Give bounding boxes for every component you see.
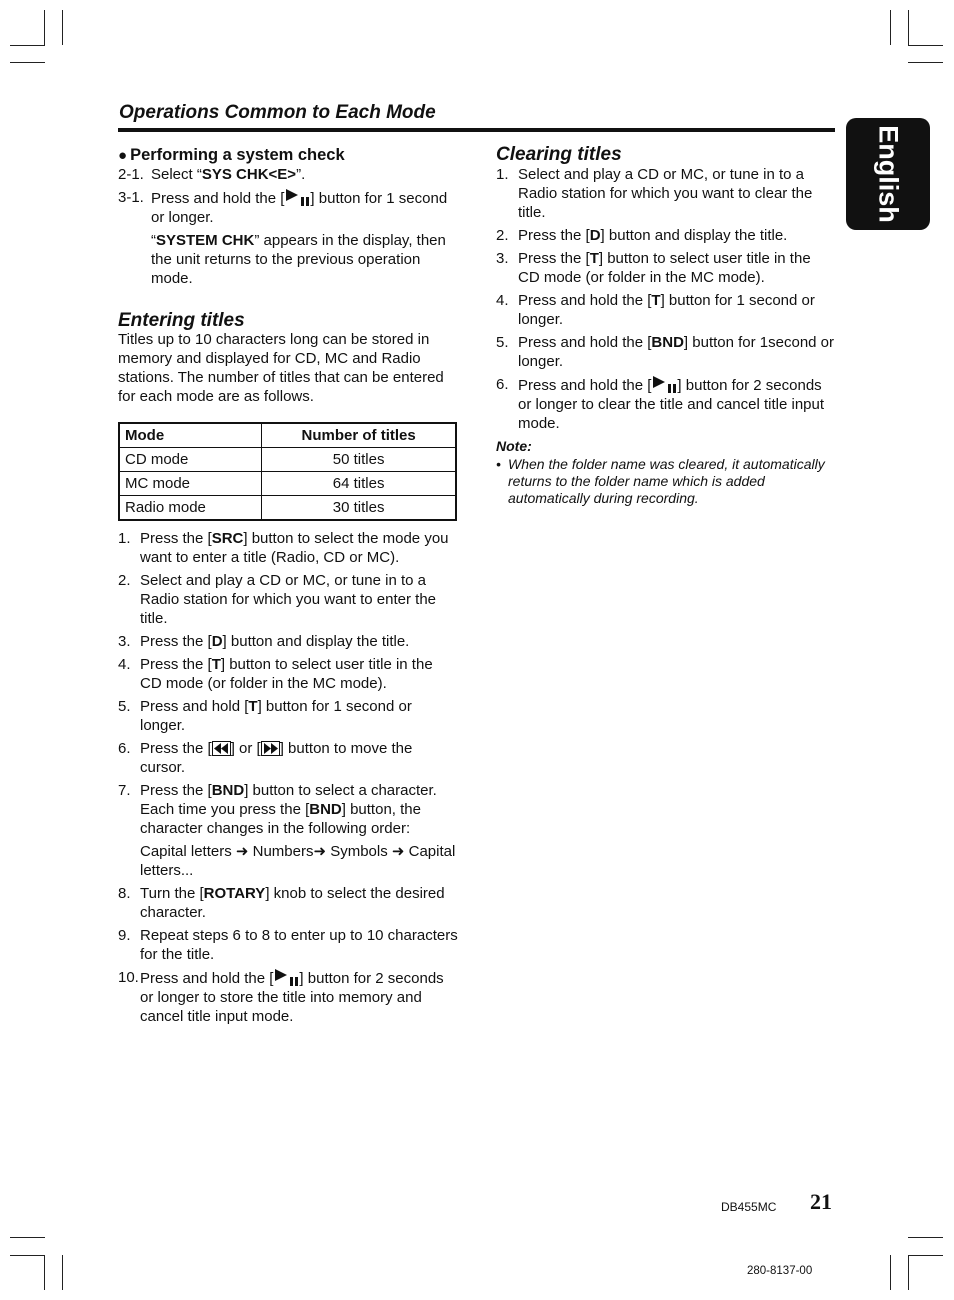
table-cell: Radio mode xyxy=(119,496,262,521)
system-check-heading: ● Performing a system check xyxy=(118,146,345,164)
list-item: 7. Press the [BND] button to select a character. Each time you press the [BND] button, the character changes in the following order: xyxy=(118,782,437,837)
table-row xyxy=(119,448,456,472)
list-item: 2. Select and play a CD or MC, or tune in to a Radio station for which you want to enter the title. xyxy=(118,572,437,627)
list-item: 4. Press the [T] button to select user title in the CD mode (or folder in the MC mode). xyxy=(118,656,433,692)
entering-titles-intro: Titles up to 10 characters long can be stored in memory and displayed for CD, MC and Radio stations. The number of titles that can be entered for each mode are as follows. xyxy=(118,331,444,405)
crop-mark xyxy=(10,45,45,46)
crop-mark xyxy=(10,1237,45,1238)
crop-mark xyxy=(890,1255,891,1290)
list-item: 10. Press and hold the [ ] button for 2 seconds or longer to store the title into memory and cancel title input mode. xyxy=(118,969,444,1025)
fast-forward-icon xyxy=(261,741,280,756)
play-pause-icon xyxy=(651,375,677,393)
crop-mark xyxy=(890,10,891,45)
crop-mark xyxy=(908,10,909,45)
list-item: 5. Press and hold the [BND] button for 1second or longer. xyxy=(496,334,835,370)
note-bullet: • xyxy=(496,456,501,472)
play-pause-icon xyxy=(273,968,299,986)
list-item: 1. Select and play a CD or MC, or tune in to a Radio station for which you want to clear the title. xyxy=(496,166,813,221)
page-number: 21 xyxy=(810,1189,832,1214)
bullet-icon: ● xyxy=(118,147,128,164)
rewind-icon xyxy=(212,741,231,756)
play-pause-icon xyxy=(284,188,310,206)
list-item: 2. Press the [D] button and display the title. xyxy=(496,227,788,244)
table-header: Mode xyxy=(119,423,262,448)
right-column xyxy=(496,146,836,507)
table-cell: MC mode xyxy=(119,472,262,496)
crop-mark xyxy=(908,1237,943,1238)
crop-mark xyxy=(908,1255,943,1256)
list-item: 1. Press the [SRC] button to select the mode you want to enter a title (Radio, CD or MC). xyxy=(118,530,449,566)
crop-mark xyxy=(10,1255,45,1256)
note-label: Note: xyxy=(496,438,532,454)
table-cell: 50 titles xyxy=(262,448,456,472)
crop-mark xyxy=(908,1255,909,1290)
titles-table xyxy=(118,422,457,521)
list-item: 8. Turn the [ROTARY] knob to select the desired character. xyxy=(118,885,445,921)
note-text: When the folder name was cleared, it automatically returns to the folder name which is added automatically during recording. xyxy=(508,456,825,506)
crop-mark xyxy=(10,62,45,63)
list-item: 9. Repeat steps 6 to 8 to enter up to 10 characters for the title. xyxy=(118,927,458,963)
table-cell: CD mode xyxy=(119,448,262,472)
left-column xyxy=(118,146,458,1030)
section-divider xyxy=(118,128,835,132)
model-number: DB455MC xyxy=(721,1200,777,1214)
entering-titles-heading: Entering titles xyxy=(118,310,245,331)
language-tab-label: English xyxy=(873,125,904,223)
table-cell: 30 titles xyxy=(262,496,456,521)
clearing-steps xyxy=(496,165,836,433)
character-order: Capital letters ➜ Numbers➜ Symbols ➜ Capital letters... xyxy=(140,843,456,879)
table-row xyxy=(119,496,456,521)
note xyxy=(496,456,836,507)
list-item: 3. Press the [T] button to select user title in the CD mode (or folder in the MC mode). xyxy=(496,250,811,286)
list-item: 4. Press and hold the [T] button for 1 second or longer. xyxy=(496,292,815,328)
system-check-step: 2-1. Select “SYS CHK<E>”. xyxy=(118,166,306,183)
system-check-step: 3-1. Press and hold the [ ] button for 1 second or longer. xyxy=(118,189,448,226)
section-title: Operations Common to Each Mode xyxy=(119,102,436,123)
system-check-result: “SYSTEM CHK” appears in the display, then the unit returns to the previous operation mode. xyxy=(151,232,446,287)
crop-mark xyxy=(908,62,943,63)
table-row xyxy=(119,472,456,496)
list-item: 3. Press the [D] button and display the title. xyxy=(118,633,410,650)
crop-mark xyxy=(62,1255,63,1290)
table-header-row xyxy=(119,423,456,448)
crop-mark xyxy=(44,10,45,45)
list-item: 6. Press the [ ] or [ ] button to move the cursor. xyxy=(118,740,413,776)
table-header: Number of titles xyxy=(262,423,456,448)
crop-mark xyxy=(908,45,943,46)
language-tab xyxy=(846,118,930,230)
clearing-titles-heading: Clearing titles xyxy=(496,144,622,165)
entering-steps xyxy=(118,529,458,1026)
table-cell: 64 titles xyxy=(262,472,456,496)
list-item: 5. Press and hold [T] button for 1 second or longer. xyxy=(118,698,412,734)
crop-mark xyxy=(44,1255,45,1290)
document-code: 280-8137-00 xyxy=(747,1265,813,1277)
crop-mark xyxy=(62,10,63,45)
list-item: 6. Press and hold the [ ] button for 2 seconds or longer to clear the title and cancel title input mode. xyxy=(496,376,825,432)
